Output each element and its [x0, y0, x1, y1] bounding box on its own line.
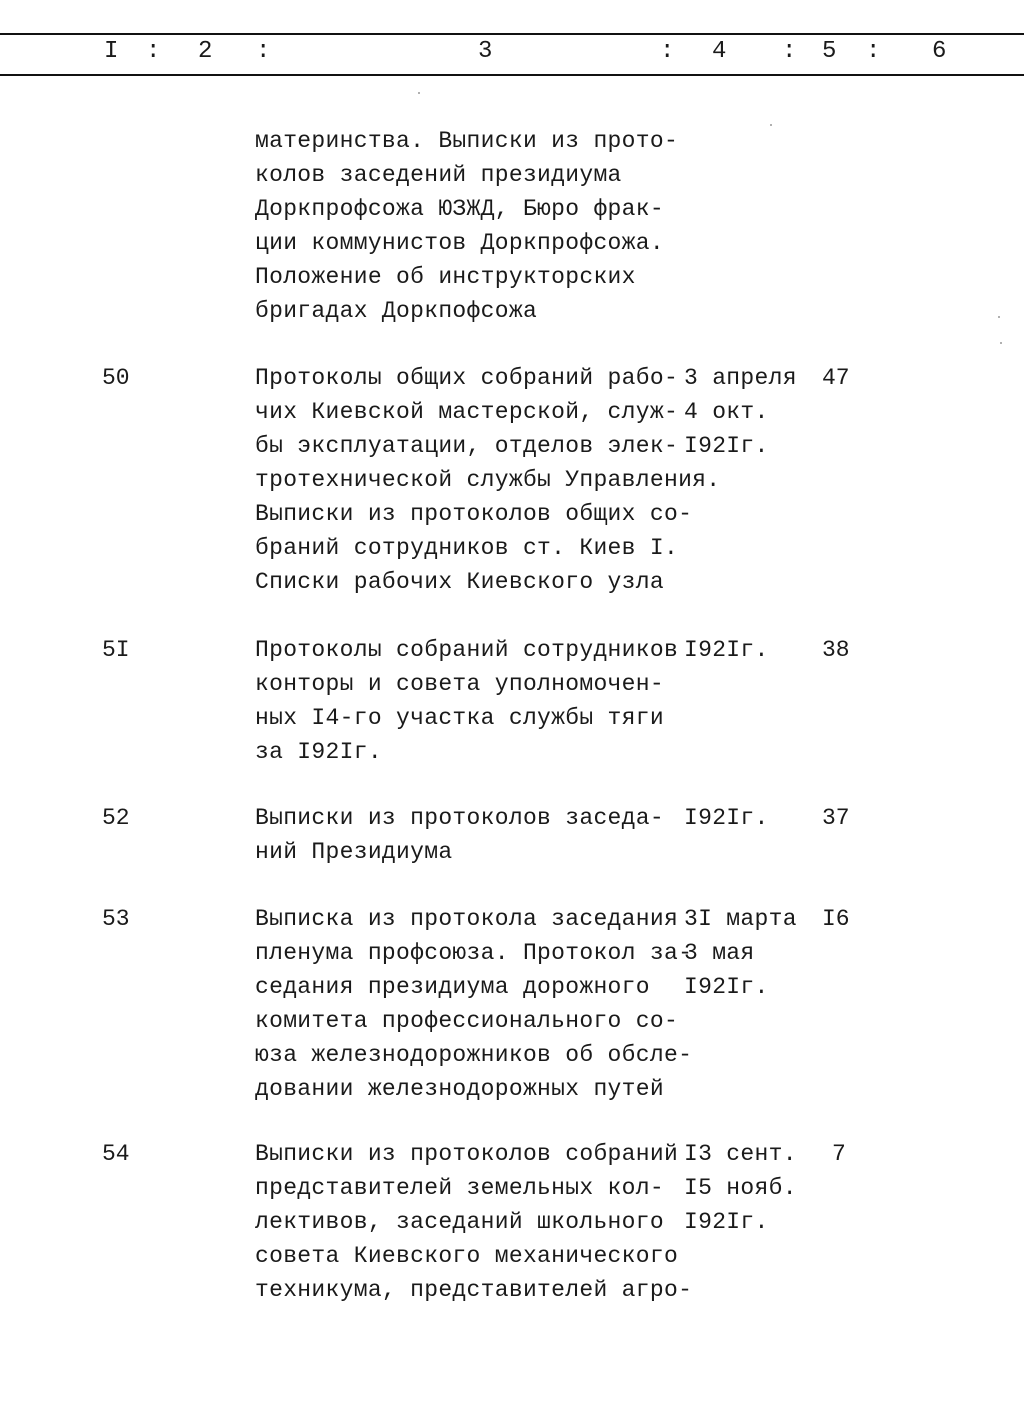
header-sep: : — [866, 38, 881, 65]
scan-speck — [770, 124, 772, 126]
entry-date-line: I92Iг. — [684, 1209, 769, 1235]
text-line: бригадах Доркпофсожа — [255, 298, 538, 324]
entry-title-line: ных I4-го участка службы тяги — [255, 705, 664, 731]
header-col-5: 5 — [822, 38, 837, 65]
header-sep: : — [146, 38, 161, 65]
entry-sheets: 37 — [822, 805, 850, 831]
entry-title-line: Выписка из протокола заседания — [255, 906, 679, 932]
scan-speck — [418, 92, 420, 94]
text-line: Положение об инструкторских — [255, 264, 636, 290]
header-col-2: 2 — [198, 38, 213, 65]
header-col-6: 6 — [932, 38, 947, 65]
entry-title-line: пленума профсоюза. Протокол за- — [255, 940, 693, 966]
entry-number: 52 — [102, 805, 130, 831]
entry-title-line: Выписки из протоколов общих со- — [255, 501, 693, 527]
entry-title-line: Протоколы собраний сотрудников — [255, 637, 679, 663]
entry-title-line: комитета профессионального со- — [255, 1008, 679, 1034]
entry-date-line: I92Iг. — [684, 433, 769, 459]
header-sep: : — [660, 38, 675, 65]
scan-speck — [998, 316, 1000, 318]
entry-title-line: конторы и совета уполномочен- — [255, 671, 664, 697]
entry-title-line: тротехнической службы Управления. — [255, 467, 721, 493]
entry-date-line: I3 сент. — [684, 1141, 797, 1167]
entry-sheets: I6 — [822, 906, 850, 932]
text-line: колов заседений президиума — [255, 162, 622, 188]
entry-date-line: I92Iг. — [684, 805, 769, 831]
entry-title-line: чих Киевской мастерской, служ- — [255, 399, 679, 425]
text-line: Доркпрофсожа ЮЗЖД, Бюро фрак- — [255, 196, 664, 222]
header-bottom-rule — [0, 74, 1024, 76]
entry-date-line: I5 нояб. — [684, 1175, 797, 1201]
entry-title-line: Выписки из протоколов собраний — [255, 1141, 679, 1167]
entry-title-line: ний Президиума — [255, 839, 453, 865]
entry-date-line: 4 окт. — [684, 399, 769, 425]
entry-number: 5I — [102, 637, 130, 663]
entry-sheets: 38 — [822, 637, 850, 663]
header-col-3: 3 — [478, 38, 493, 65]
entry-date-line: 3 апреля — [684, 365, 797, 391]
entry-title-line: за I92Iг. — [255, 739, 382, 765]
header-sep: : — [256, 38, 271, 65]
entry-title-line: совета Киевского механического — [255, 1243, 679, 1269]
text-line: ции коммунистов Доркпрофсожа. — [255, 230, 664, 256]
entry-number: 54 — [102, 1141, 130, 1167]
entry-title-line: довании железнодорожных путей — [255, 1076, 664, 1102]
entry-date-line: I92Iг. — [684, 637, 769, 663]
entry-date-line: I92Iг. — [684, 974, 769, 1000]
entry-title-line: лективов, заседаний школьного — [255, 1209, 664, 1235]
entry-title-line: Протоколы общих собраний рабо- — [255, 365, 679, 391]
header-sep: : — [782, 38, 797, 65]
scan-speck — [1000, 342, 1002, 344]
entry-title-line: юза железнодорожников об обсле- — [255, 1042, 693, 1068]
entry-number: 50 — [102, 365, 130, 391]
header-col-1: I — [104, 38, 119, 65]
entry-title-line: бы эксплуатации, отделов элек- — [255, 433, 679, 459]
header-top-rule — [0, 33, 1024, 35]
entry-number: 53 — [102, 906, 130, 932]
entry-sheets: 7 — [832, 1141, 846, 1167]
entry-title-line: техникума, представителей агро- — [255, 1277, 693, 1303]
entry-title-line: представителей земельных кол- — [255, 1175, 664, 1201]
header-col-4: 4 — [712, 38, 727, 65]
entry-title-line: Списки рабочих Киевского узла — [255, 569, 664, 595]
entry-date-line: 3I марта — [684, 906, 797, 932]
entry-title-line: Выписки из протоколов заседа- — [255, 805, 664, 831]
entry-title-line: браний сотрудников ст. Киев I. — [255, 535, 679, 561]
text-line: материнства. Выписки из прото- — [255, 128, 679, 154]
entry-sheets: 47 — [822, 365, 850, 391]
entry-title-line: седания президиума дорожного — [255, 974, 650, 1000]
entry-date-line: 3 мая — [684, 940, 755, 966]
